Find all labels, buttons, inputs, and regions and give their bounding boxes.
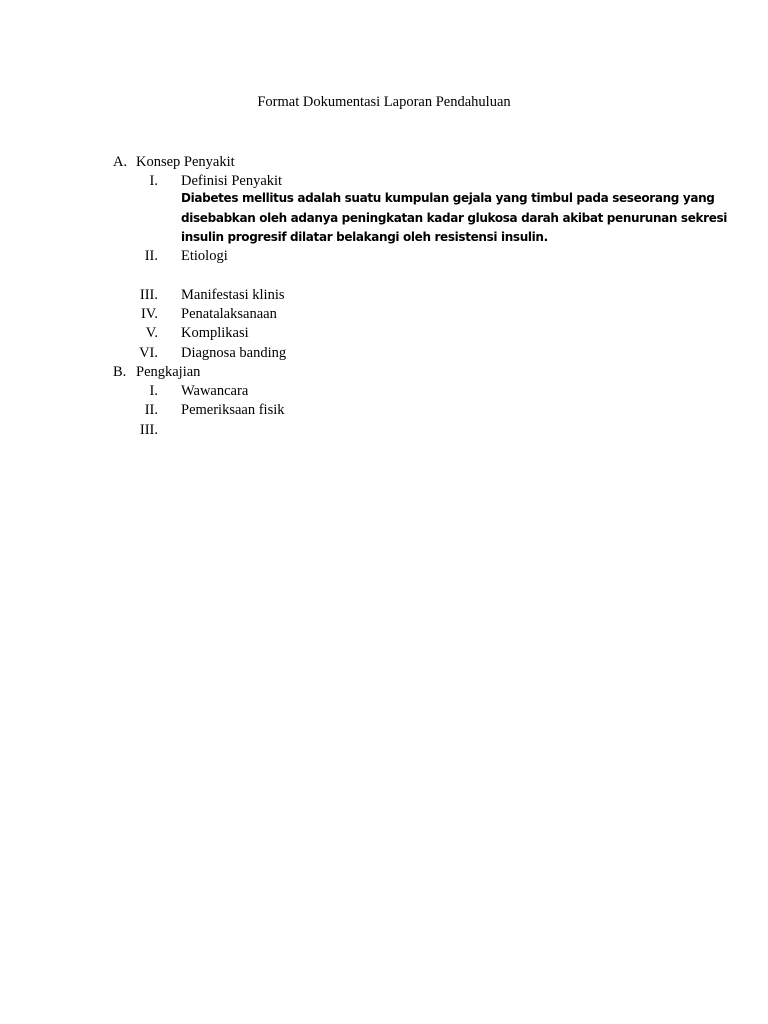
definition-line-3: insulin progresif dilatar belakangi oleh resistensi insulin. — [181, 230, 548, 244]
item-b1-marker: I. — [149, 383, 158, 399]
item-a6-label: Diagnosa banding — [181, 345, 287, 361]
item-a4-marker: IV. — [140, 306, 158, 322]
item-b2-marker: II. — [144, 402, 158, 418]
item-a5-marker: V. — [145, 325, 158, 341]
item-a1-label: Definisi Penyakit — [181, 173, 283, 189]
section-b-marker: B. — [113, 364, 127, 380]
item-b2-label: Pemeriksaan fisik — [181, 402, 285, 418]
item-a3-label: Manifestasi klinis — [181, 287, 285, 303]
section-a-marker: A. — [113, 154, 128, 170]
section-b-label: Pengkajian — [136, 364, 201, 380]
item-a6-marker: VI. — [139, 345, 158, 361]
item-a2-marker: II. — [144, 248, 158, 264]
definition-paragraph — [181, 189, 728, 248]
document-title: Format Dokumentasi Laporan Pendahuluan — [257, 94, 511, 110]
item-a1-marker: I. — [149, 173, 158, 189]
item-a2-label: Etiologi — [181, 248, 228, 264]
item-a3-marker: III. — [139, 287, 158, 303]
item-b3-marker: III. — [139, 422, 158, 438]
item-a4-label: Penatalaksanaan — [181, 306, 277, 322]
definition-line-2: disebabkan oleh adanya peningkatan kadar glukosa darah akibat penurunan sekresi — [181, 210, 728, 225]
item-a5-label: Komplikasi — [181, 325, 249, 341]
item-b1-label: Wawancara — [181, 383, 249, 399]
section-a-label: Konsep Penyakit — [136, 154, 235, 170]
definition-line-1: Diabetes mellitus adalah suatu kumpulan gejala yang timbul pada seseorang yang — [181, 191, 715, 205]
